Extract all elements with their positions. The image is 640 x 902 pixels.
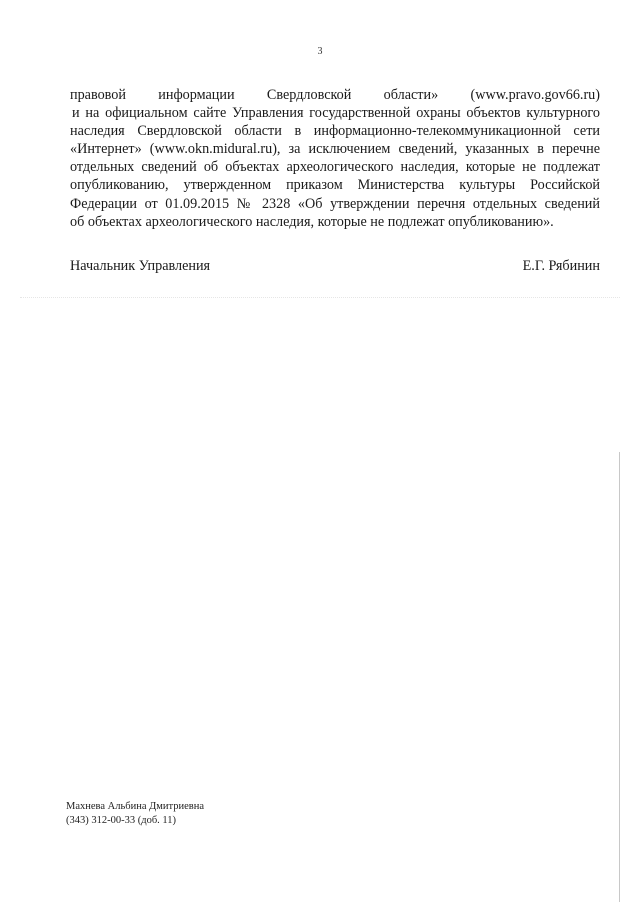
executor-name: Махнева Альбина Дмитриевна <box>66 801 205 812</box>
signatory-position: Начальник Управления <box>70 258 211 274</box>
executor-phone: (343) 312-00-33 (доб. 11) <box>66 815 177 826</box>
page-edge-line <box>619 452 620 902</box>
scan-artifact-line <box>20 297 620 299</box>
body-line: отдельных сведений об объектах археологического наследия, которые не подлежат <box>70 159 600 176</box>
body-line: об объектах археологического наследия, которые не подлежат опубликованию». <box>70 213 554 230</box>
body-line: «Интернет» (www.okn.midural.ru), за исключением сведений, указанных в перечне <box>70 141 600 158</box>
body-line: наследия Свердловской области в информационно-телекоммуникационной сети <box>70 123 600 140</box>
signature-block <box>70 258 600 275</box>
executor-block <box>66 800 204 828</box>
signatory-name: Е.Г. Рябинин <box>522 258 600 274</box>
body-line: правовой информации Свердловской области» (www.pravo.gov66.ru) <box>70 87 600 103</box>
page-number: 3 <box>317 46 323 57</box>
body-paragraph <box>70 86 600 231</box>
body-line: и на официальном сайте Управления государственной охраны объектов культурного <box>72 105 600 122</box>
body-line: Федерации от 01.09.2015 № 2328 «Об утверждении перечня отдельных сведений <box>70 195 600 212</box>
body-line: опубликованию, утвержденном приказом Министерства культуры Российской <box>70 177 600 194</box>
